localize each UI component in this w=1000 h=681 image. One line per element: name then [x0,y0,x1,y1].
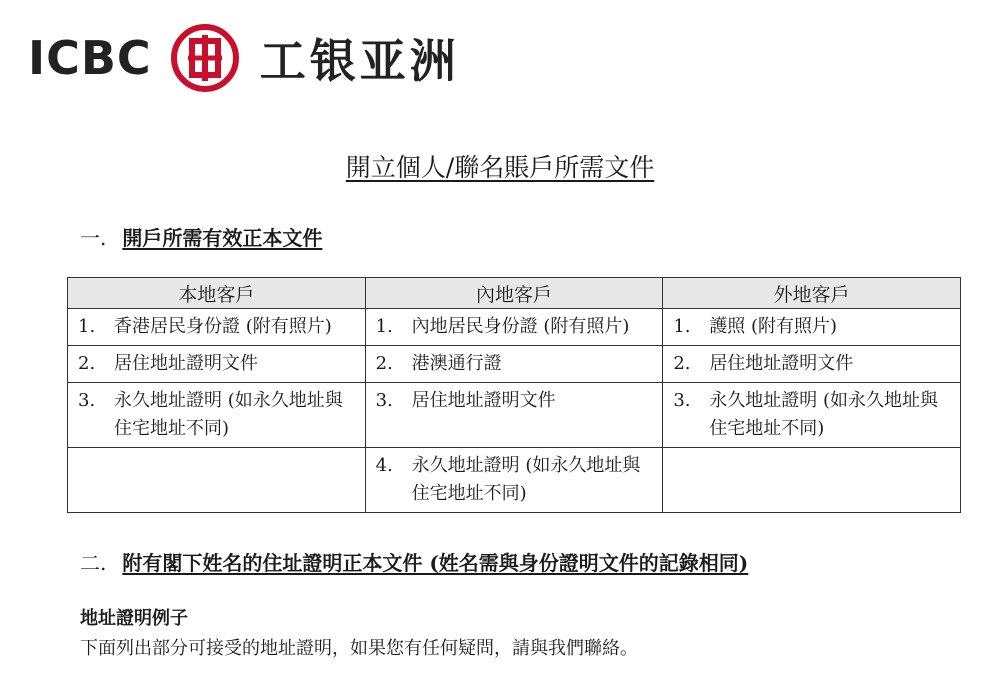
section-2-heading [80,547,748,576]
item-text: 居住地址證明文件 [411,390,556,411]
table-row [68,448,961,513]
table-cell [663,448,961,513]
list-item [376,452,655,508]
required-documents-table [67,277,961,513]
list-item [376,313,655,341]
list-item [673,313,952,341]
table-cell [365,346,663,383]
logo-chinese-text: 工银亚洲 [259,34,460,88]
table-row [68,383,961,448]
section-1-text: 開戶所需有效正本文件 [122,226,323,250]
table-cell [365,448,663,513]
table-cell [68,309,366,346]
item-number: 2. [673,353,691,374]
table-cell [68,346,366,383]
table-row [68,309,961,346]
header-local-customer: 本地客戶 [68,278,366,309]
section-2-text: 附有閣下姓名的住址證明正本文件 (姓名需與身份證明文件的記錄相同) [122,551,749,575]
list-item [376,387,655,415]
item-text: 港澳通行證 [411,353,502,374]
logo-latin-text: ICBC [28,31,152,85]
item-text: 護照 (附有照片) [709,316,838,337]
item-number: 1. [78,316,96,337]
item-number: 3. [673,390,691,411]
icbc-seal-icon [170,23,240,93]
item-text: 永久地址證明 (如永久地址與住宅地址不同) [411,455,641,504]
list-item [673,387,952,443]
table-header-row [68,278,961,309]
item-text: 居住地址證明文件 [114,353,258,374]
table-cell [663,346,961,383]
icbc-logo [28,22,460,94]
item-number: 2. [78,353,96,374]
table-cell [365,383,663,448]
list-item [376,350,655,378]
item-number: 1. [673,316,691,337]
item-number: 4. [375,455,393,476]
section-1-heading [80,222,322,251]
table-cell [663,309,961,346]
item-text: 內地居民身份證 (附有照片) [411,316,630,337]
item-number: 2. [375,353,393,374]
item-text: 永久地址證明 (如永久地址與住宅地址不同) [114,390,343,439]
list-item [673,350,952,378]
list-item [78,313,357,341]
item-text: 居住地址證明文件 [709,353,854,374]
table-cell [68,383,366,448]
item-number: 3. [375,390,393,411]
item-text: 永久地址證明 (如永久地址與住宅地址不同) [709,390,939,439]
item-text: 香港居民身份證 (附有照片) [114,316,332,337]
address-proof-examples-text: 下面列出部分可接受的地址證明，如果您有任何疑問，請與我們聯絡。 [80,638,638,659]
section-2-number: 二. [80,551,107,575]
item-number: 3. [78,390,96,411]
table-cell [68,448,366,513]
section-1-number: 一. [80,226,107,250]
address-proof-examples-heading: 地址證明例子 [80,608,188,629]
table-cell [365,309,663,346]
table-cell [663,383,961,448]
header-overseas-customer: 外地客戶 [663,278,961,309]
item-number: 1. [375,316,393,337]
list-item [78,387,357,443]
list-item [78,350,357,378]
table-row [68,346,961,383]
header-mainland-customer: 內地客戶 [365,278,663,309]
document-title: 開立個人/聯名賬戶所需文件 [345,153,655,182]
